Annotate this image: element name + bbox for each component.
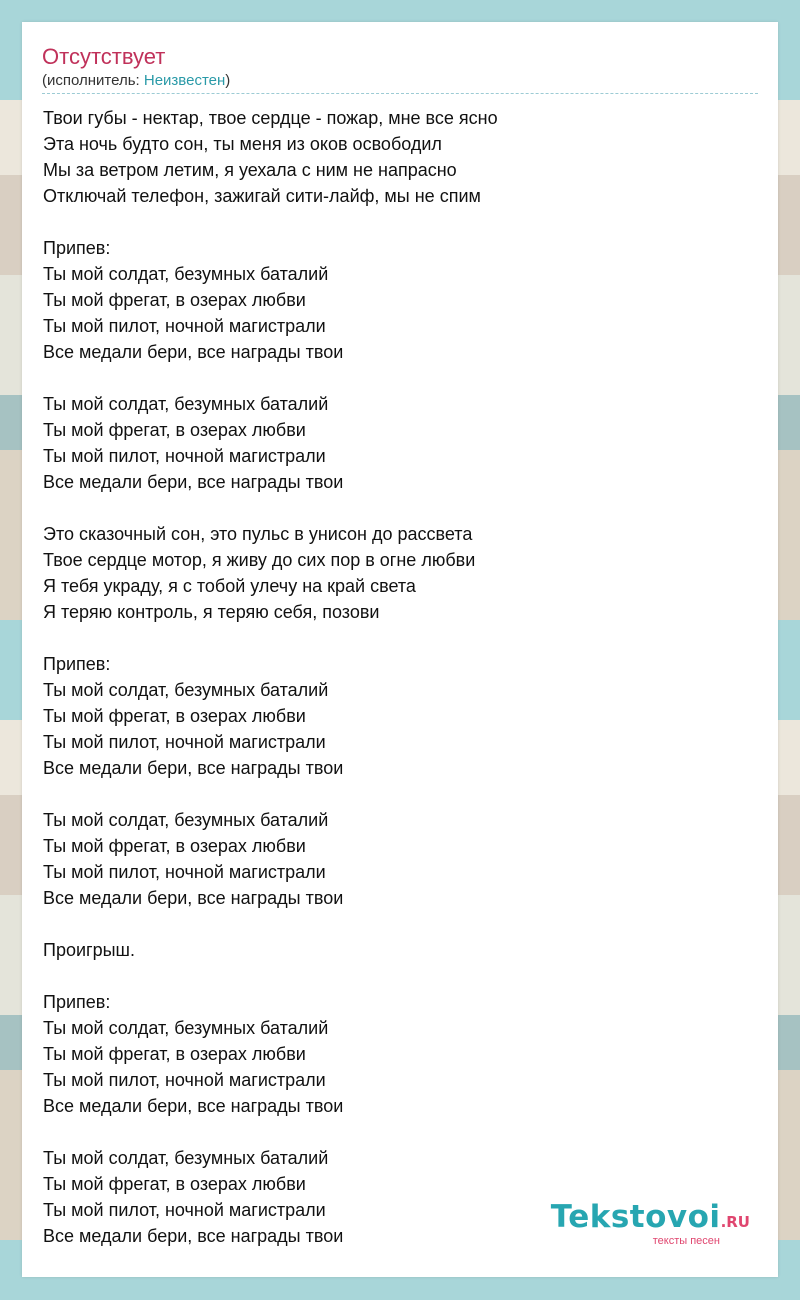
lyrics-line: Ты мой фрегат, в озерах любви (43, 1174, 306, 1194)
lyrics-line: Ты мой пилот, ночной магистрали (43, 316, 326, 336)
lyrics-line: Припев: (43, 238, 111, 258)
lyrics-line: Ты мой солдат, безумных баталий (43, 1148, 329, 1168)
lyrics-line: Твои губы - нектар, твое сердце - пожар, мне все ясно (43, 108, 498, 128)
lyrics-line: Ты мой фрегат, в озерах любви (43, 420, 306, 440)
lyrics-line: Все медали бери, все награды твои (43, 1226, 344, 1246)
lyrics-line: Ты мой солдат, безумных баталий (43, 264, 329, 284)
lyrics-line: Все медали бери, все награды твои (43, 472, 344, 492)
lyrics-line: Ты мой солдат, безумных баталий (43, 394, 329, 414)
lyrics-line: Ты мой пилот, ночной магистрали (43, 1200, 326, 1220)
song-title: Отсутствует (42, 44, 166, 69)
lyrics-line (43, 781, 758, 807)
site-logo[interactable] (551, 1201, 750, 1247)
lyrics-line (43, 1119, 758, 1145)
lyrics-line: Ты мой пилот, ночной магистрали (43, 732, 326, 752)
lyrics-line (43, 209, 758, 235)
performer-line (42, 72, 230, 90)
lyrics-line: Ты мой фрегат, в озерах любви (43, 706, 306, 726)
lyrics-line: Ты мой фрегат, в озерах любви (43, 290, 306, 310)
performer-link[interactable]: Неизвестен (143, 72, 226, 89)
header-divider (42, 93, 758, 94)
lyrics-line: Мы за ветром летим, я уехала с ним не напрасно (43, 160, 457, 180)
lyrics-card (22, 22, 778, 1277)
lyrics-line: Все медали бери, все награды твои (43, 758, 344, 778)
logo-tagline: тексты песен (652, 1235, 720, 1247)
lyrics-line: Все медали бери, все награды твои (43, 1096, 344, 1116)
lyrics-line: Ты мой пилот, ночной магистрали (43, 1070, 326, 1090)
performer-prefix: (исполнитель: (42, 72, 144, 89)
lyrics-line: Ты мой фрегат, в озерах любви (43, 1044, 306, 1064)
lyrics-line: Эта ночь будто сон, ты меня из оков освободил (43, 134, 442, 154)
lyrics-line (43, 365, 758, 391)
lyrics-line: Припев: (43, 654, 111, 674)
lyrics-line: Отключай телефон, зажигай сити-лайф, мы не спим (43, 186, 481, 206)
logo-name: Tekstovoi (550, 1199, 721, 1235)
lyrics-line: Ты мой солдат, безумных баталий (43, 1018, 329, 1038)
lyrics-line: Ты мой пилот, ночной магистрали (43, 446, 326, 466)
lyrics-line: Все медали бери, все награды твои (43, 888, 344, 908)
lyrics-line: Ты мой пилот, ночной магистрали (43, 862, 326, 882)
lyrics-line: Я теряю контроль, я теряю себя, позови (43, 602, 380, 622)
logo-wordmark (551, 1201, 750, 1238)
lyrics-line: Проигрыш. (43, 940, 135, 960)
lyrics-line: Я тебя украду, я с тобой улечу на край света (43, 576, 416, 596)
lyrics-line (43, 911, 758, 937)
lyrics-line: Твое сердце мотор, я живу до сих пор в огне любви (43, 550, 476, 570)
lyrics-line (43, 495, 758, 521)
lyrics-line: Припев: (43, 992, 111, 1012)
lyrics-line: Ты мой фрегат, в озерах любви (43, 836, 306, 856)
lyrics-line: Это сказочный сон, это пульс в унисон до рассвета (43, 524, 473, 544)
lyrics-line: Все медали бери, все награды твои (43, 342, 344, 362)
lyrics-line: Ты мой солдат, безумных баталий (43, 680, 329, 700)
logo-tld: .RU (720, 1213, 750, 1231)
lyrics-line (43, 625, 758, 651)
lyrics-text (43, 105, 758, 1249)
lyrics-line (43, 963, 758, 989)
lyrics-line: Ты мой солдат, безумных баталий (43, 810, 329, 830)
performer-suffix: ) (225, 72, 231, 89)
